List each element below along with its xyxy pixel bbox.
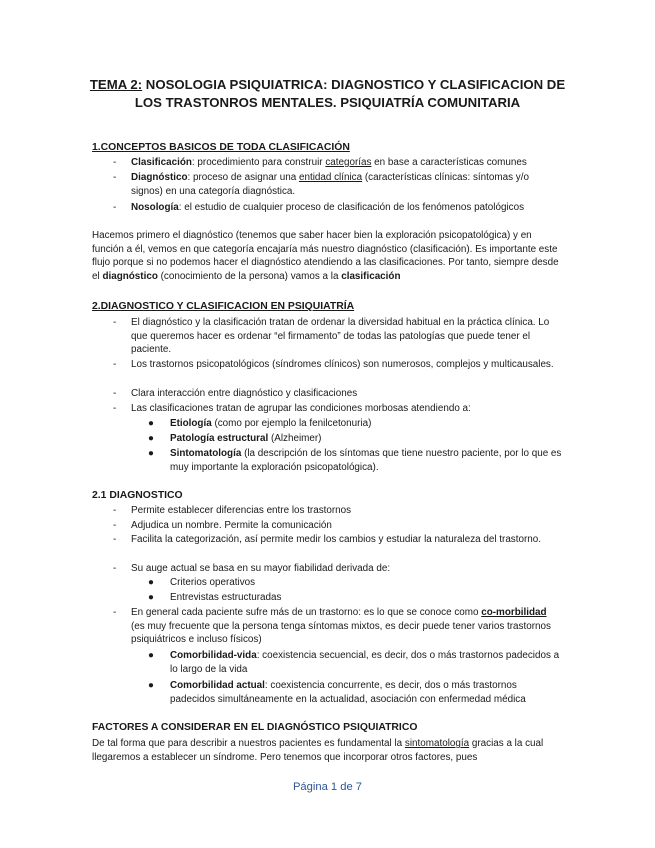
list-item: El diagnóstico y la clasificación tratan de ordenar la diversidad habitual en la práctica clínica. Lo que queremos hacer es ordenar “el firmamento” de todas las patologías que puede tener el paciente. bbox=[131, 317, 550, 356]
sub-list-item: Patología estructural (Alzheimer) bbox=[170, 433, 322, 444]
dash-bullet: - bbox=[113, 172, 117, 183]
list-item: En general cada paciente sufre más de un trastorno: es lo que se conoce como co-morbilidad (es muy frecuente que la persona tenga síntomas mixtos, es decir puede tener varios trastornos psiquiátricos e incluso físicos) bbox=[131, 607, 551, 646]
factores-heading: FACTORES A CONSIDERAR EN EL DIAGNÓSTICO PSIQUIATRICO bbox=[92, 722, 418, 733]
dash-bullet: - bbox=[113, 388, 117, 399]
list-item: Las clasificaciones tratan de agrupar las condiciones morbosas atendiendo a: bbox=[131, 403, 471, 414]
list-item: Los trastornos psicopatológicos (síndromes clínicos) son numerosos, complejos y multicausales. bbox=[131, 359, 554, 370]
dot-bullet: ● bbox=[148, 680, 154, 691]
dot-bullet: ● bbox=[148, 418, 154, 429]
dash-bullet: - bbox=[113, 157, 117, 168]
dot-bullet: ● bbox=[148, 577, 154, 588]
section-1-heading: 1.CONCEPTOS BASICOS DE TODA CLASIFICACIÓN bbox=[92, 142, 350, 153]
dash-bullet: - bbox=[113, 202, 117, 213]
list-item: Clara interacción entre diagnóstico y clasificaciones bbox=[131, 388, 358, 399]
section-2-heading: 2.DIAGNOSTICO Y CLASIFICACION EN PSIQUIATRÍA bbox=[92, 301, 355, 312]
list-item: Nosología: el estudio de cualquier proceso de clasificación de los fenómenos patológicos bbox=[131, 202, 525, 213]
title-line-2: LOS TRASTONROS MENTALES. PSIQUIATRÍA COMUNITARIA bbox=[134, 95, 521, 110]
dot-bullet: ● bbox=[148, 650, 154, 661]
title-line-1: NOSOLOGIA PSIQUIATRICA: DIAGNOSTICO Y CLASIFICACION DE bbox=[142, 77, 566, 92]
sub-list-item: Criterios operativos bbox=[170, 577, 256, 588]
list-item: Facilita la categorización, así permite medir los cambios y estudiar la naturaleza del trastorno. bbox=[131, 534, 542, 545]
page-number: Página 1 de 7 bbox=[292, 781, 363, 793]
dash-bullet: - bbox=[113, 563, 117, 574]
sub-list-item: Comorbilidad-vida: coexistencia secuencial, es decir, dos o más trastornos padecidos a lo largo de la vida bbox=[170, 650, 560, 675]
list-item: Permite establecer diferencias entre los trastornos bbox=[131, 505, 352, 516]
dash-bullet: - bbox=[113, 403, 117, 414]
dot-bullet: ● bbox=[148, 592, 154, 603]
dot-bullet: ● bbox=[148, 448, 154, 459]
list-item: Adjudica un nombre. Permite la comunicación bbox=[131, 520, 332, 531]
section-1-paragraph: Hacemos primero el diagnóstico (tenemos que saber hacer bien la exploración psicopatológica) y en función a él, vemos en que categoría encajaría más nuestro diagnóstico (clasificación). Es importante este flujo porque si no podemos hacer el diagnóstico atendiendo a las clasificaciones. Por tanto, siempre desde el diagnóstico (conocimiento de la persona) vamos a la clasificación bbox=[92, 230, 559, 282]
factores-paragraph: De tal forma que para describir a nuestros pacientes es fundamental la sintomatología gracias a la cual llegaremos a establecer un síndrome. Pero tenemos que incorporar otros factores, pues bbox=[92, 738, 544, 763]
sub-list-item: Etiología (como por ejemplo la fenilcetonuria) bbox=[170, 418, 372, 429]
dash-bullet: - bbox=[113, 359, 117, 370]
dash-bullet: - bbox=[113, 534, 117, 545]
dash-bullet: - bbox=[113, 317, 117, 328]
dot-bullet: ● bbox=[148, 433, 154, 444]
dash-bullet: - bbox=[113, 520, 117, 531]
document-title bbox=[60, 76, 595, 112]
dash-bullet: - bbox=[113, 505, 117, 516]
dash-bullet: - bbox=[113, 607, 117, 618]
sub-list-item: Sintomatología (la descripción de los síntomas que tiene nuestro paciente, por lo que es muy importante la exploración psicopatológica). bbox=[170, 448, 562, 473]
sub-list-item: Entrevistas estructuradas bbox=[170, 592, 282, 603]
list-item: Diagnóstico: proceso de asignar una entidad clínica (características clínicas: síntomas y/o signos) en una categoría diagnóstica. bbox=[131, 172, 529, 197]
title-prefix: TEMA 2: bbox=[89, 77, 143, 92]
sub-list-item: Comorbilidad actual: coexistencia concurrente, es decir, dos o más trastornos padecidos simultáneamente en la actualidad, asociación con enfermedad médica bbox=[170, 680, 526, 705]
list-item: Su auge actual se basa en su mayor fiabilidad derivada de: bbox=[131, 563, 391, 574]
section-2-1-heading: 2.1 DIAGNOSTICO bbox=[92, 490, 183, 501]
list-item: Clasificación: procedimiento para construir categorías en base a características comunes bbox=[131, 157, 527, 168]
